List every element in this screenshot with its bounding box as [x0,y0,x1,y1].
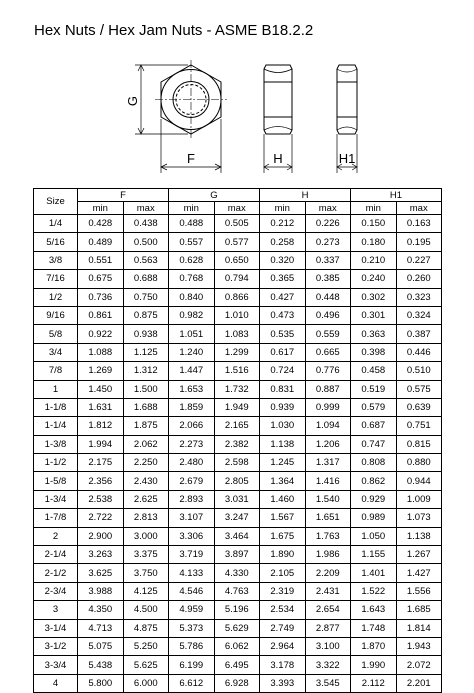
value-cell: 5.800 [78,674,124,692]
size-cell: 2 [34,527,78,545]
size-cell: 7/8 [34,362,78,380]
value-cell: 1.943 [396,637,442,655]
size-cell: 2-1/2 [34,564,78,582]
value-cell: 3.100 [305,637,351,655]
table-row [34,527,442,545]
table-row [34,546,442,564]
value-cell: 1.748 [351,619,397,637]
header-group-row [34,189,442,202]
value-cell: 0.887 [305,380,351,398]
value-cell: 0.489 [78,233,124,251]
value-cell: 1.155 [351,546,397,564]
value-cell: 1.138 [396,527,442,545]
table-row [34,398,442,416]
value-cell: 1.732 [214,380,260,398]
hex-nut-side-view [264,65,292,134]
value-cell: 3.306 [169,527,215,545]
value-cell: 5.786 [169,637,215,655]
value-cell: 0.324 [396,306,442,324]
value-cell: 0.273 [305,233,351,251]
group-header-h: H [260,189,351,202]
value-cell: 0.687 [351,417,397,435]
table-row [34,509,442,527]
value-cell: 2.066 [169,417,215,435]
value-cell: 1.010 [214,306,260,324]
value-cell: 1.206 [305,435,351,453]
value-cell: 0.210 [351,251,397,269]
value-cell: 2.112 [351,674,397,692]
value-cell: 0.519 [351,380,397,398]
size-cell: 1 [34,380,78,398]
value-cell: 0.387 [396,325,442,343]
value-cell: 2.813 [123,509,169,527]
table-row [34,362,442,380]
value-cell: 0.938 [123,325,169,343]
value-cell: 1.763 [305,527,351,545]
value-cell: 1.094 [305,417,351,435]
value-cell: 1.812 [78,417,124,435]
value-cell: 0.337 [305,251,351,269]
hex-nut-front-view [155,60,227,139]
value-cell: 0.982 [169,306,215,324]
table-row [34,380,442,398]
value-cell: 1.643 [351,601,397,619]
table-row [34,454,442,472]
value-cell: 2.534 [260,601,306,619]
value-cell: 1.427 [396,564,442,582]
value-cell: 0.929 [351,490,397,508]
value-cell: 0.488 [169,215,215,233]
value-cell: 0.258 [260,233,306,251]
size-cell: 1/4 [34,215,78,233]
size-cell: 2-1/4 [34,546,78,564]
value-cell: 0.575 [396,380,442,398]
table-row [34,435,442,453]
value-cell: 1.556 [396,582,442,600]
size-cell: 5/8 [34,325,78,343]
table-row [34,656,442,674]
value-cell: 0.323 [396,288,442,306]
value-cell: 5.629 [214,619,260,637]
value-cell: 0.320 [260,251,306,269]
size-cell: 3/8 [34,251,78,269]
size-cell: 5/16 [34,233,78,251]
value-cell: 0.226 [305,215,351,233]
header-sub-row [34,202,442,215]
label-g: G [125,95,140,107]
value-cell: 2.250 [123,454,169,472]
value-cell: 0.866 [214,288,260,306]
size-cell: 3-1/2 [34,637,78,655]
value-cell: 1.073 [396,509,442,527]
value-cell: 0.398 [351,343,397,361]
label-h1: H1 [338,151,356,166]
table-row [34,233,442,251]
label-f: F [187,151,195,166]
value-cell: 2.273 [169,435,215,453]
value-cell: 3.178 [260,656,306,674]
value-cell: 1.994 [78,435,124,453]
table-row [34,582,442,600]
value-cell: 2.201 [396,674,442,692]
size-cell: 9/16 [34,306,78,324]
value-cell: 0.505 [214,215,260,233]
value-cell: 2.431 [305,582,351,600]
value-cell: 3.750 [123,564,169,582]
value-cell: 1.401 [351,564,397,582]
h1-min-header: min [351,202,397,215]
value-cell: 0.428 [78,215,124,233]
page-title: Hex Nuts / Hex Jam Nuts - ASME B18.2.2 [34,22,314,39]
value-cell: 0.768 [169,270,215,288]
hex-nut-drawing [0,0,474,186]
value-cell: 1.875 [123,417,169,435]
table-row [34,601,442,619]
value-cell: 1.009 [396,490,442,508]
value-cell: 0.688 [123,270,169,288]
value-cell: 1.364 [260,472,306,490]
value-cell: 5.438 [78,656,124,674]
value-cell: 2.105 [260,564,306,582]
value-cell: 5.625 [123,656,169,674]
value-cell: 3.000 [123,527,169,545]
size-cell: 1-1/4 [34,417,78,435]
value-cell: 0.365 [260,270,306,288]
value-cell: 0.840 [169,288,215,306]
value-cell: 4.330 [214,564,260,582]
value-cell: 1.269 [78,362,124,380]
table-row [34,619,442,637]
value-cell: 3.393 [260,674,306,692]
value-cell: 1.312 [123,362,169,380]
value-cell: 0.875 [123,306,169,324]
value-cell: 0.922 [78,325,124,343]
value-cell: 2.679 [169,472,215,490]
value-cell: 0.815 [396,435,442,453]
size-cell: 4 [34,674,78,692]
value-cell: 4.763 [214,582,260,600]
value-cell: 2.062 [123,435,169,453]
value-cell: 2.319 [260,582,306,600]
value-cell: 0.458 [351,362,397,380]
value-cell: 6.062 [214,637,260,655]
value-cell: 1.870 [351,637,397,655]
g-max-header: max [214,202,260,215]
f-min-header: min [78,202,124,215]
value-cell: 2.072 [396,656,442,674]
table-row [34,472,442,490]
value-cell: 5.250 [123,637,169,655]
value-cell: 3.897 [214,546,260,564]
value-cell: 3.107 [169,509,215,527]
value-cell: 1.522 [351,582,397,600]
value-cell: 4.125 [123,582,169,600]
size-cell: 1-3/4 [34,490,78,508]
f-max-header: max [123,202,169,215]
value-cell: 0.724 [260,362,306,380]
table-row [34,490,442,508]
table-row [34,674,442,692]
value-cell: 1.567 [260,509,306,527]
value-cell: 3.322 [305,656,351,674]
value-cell: 1.651 [305,509,351,527]
value-cell: 0.989 [351,509,397,527]
size-cell: 1/2 [34,288,78,306]
value-cell: 1.416 [305,472,351,490]
value-cell: 2.964 [260,637,306,655]
value-cell: 2.654 [305,601,351,619]
value-cell: 1.688 [123,398,169,416]
h-min-header: min [260,202,306,215]
value-cell: 0.617 [260,343,306,361]
value-cell: 0.639 [396,398,442,416]
size-cell: 7/16 [34,270,78,288]
value-cell: 1.949 [214,398,260,416]
value-cell: 2.877 [305,619,351,637]
value-cell: 2.175 [78,454,124,472]
table-body [34,215,442,693]
value-cell: 2.480 [169,454,215,472]
value-cell: 1.500 [123,380,169,398]
group-header-h1: H1 [351,189,442,202]
size-cell: 3-1/4 [34,619,78,637]
value-cell: 2.805 [214,472,260,490]
value-cell: 2.893 [169,490,215,508]
value-cell: 3.375 [123,546,169,564]
value-cell: 0.150 [351,215,397,233]
value-cell: 1.030 [260,417,306,435]
value-cell: 4.875 [123,619,169,637]
value-cell: 0.939 [260,398,306,416]
value-cell: 0.448 [305,288,351,306]
value-cell: 1.138 [260,435,306,453]
value-cell: 4.500 [123,601,169,619]
value-cell: 2.430 [123,472,169,490]
value-cell: 3.263 [78,546,124,564]
group-header-g: G [169,189,260,202]
value-cell: 1.317 [305,454,351,472]
value-cell: 1.088 [78,343,124,361]
value-cell: 6.928 [214,674,260,692]
value-cell: 1.890 [260,546,306,564]
value-cell: 0.999 [305,398,351,416]
value-cell: 0.808 [351,454,397,472]
value-cell: 1.990 [351,656,397,674]
value-cell: 0.675 [78,270,124,288]
size-cell: 1-3/8 [34,435,78,453]
value-cell: 0.831 [260,380,306,398]
size-cell: 1-1/2 [34,454,78,472]
size-cell: 2-3/4 [34,582,78,600]
value-cell: 0.301 [351,306,397,324]
value-cell: 6.612 [169,674,215,692]
value-cell: 0.751 [396,417,442,435]
table-row [34,270,442,288]
table-header [34,189,442,215]
value-cell: 1.631 [78,398,124,416]
value-cell: 1.083 [214,325,260,343]
value-cell: 0.363 [351,325,397,343]
value-cell: 1.125 [123,343,169,361]
value-cell: 0.563 [123,251,169,269]
value-cell: 0.195 [396,233,442,251]
table-row [34,564,442,582]
value-cell: 2.598 [214,454,260,472]
value-cell: 1.240 [169,343,215,361]
value-cell: 0.427 [260,288,306,306]
value-cell: 0.438 [123,215,169,233]
value-cell: 3.625 [78,564,124,582]
value-cell: 3.988 [78,582,124,600]
value-cell: 0.747 [351,435,397,453]
value-cell: 1.859 [169,398,215,416]
table-row [34,288,442,306]
value-cell: 5.075 [78,637,124,655]
value-cell: 1.267 [396,546,442,564]
value-cell: 0.473 [260,306,306,324]
value-cell: 2.356 [78,472,124,490]
value-cell: 1.299 [214,343,260,361]
value-cell: 1.051 [169,325,215,343]
h1-max-header: max [396,202,442,215]
value-cell: 1.675 [260,527,306,545]
value-cell: 1.540 [305,490,351,508]
value-cell: 2.382 [214,435,260,453]
value-cell: 0.579 [351,398,397,416]
value-cell: 2.209 [305,564,351,582]
value-cell: 1.050 [351,527,397,545]
value-cell: 5.373 [169,619,215,637]
value-cell: 0.650 [214,251,260,269]
table-row [34,417,442,435]
value-cell: 0.944 [396,472,442,490]
hex-jam-nut-side-view [337,65,357,134]
value-cell: 1.460 [260,490,306,508]
value-cell: 2.900 [78,527,124,545]
size-cell: 1-1/8 [34,398,78,416]
value-cell: 0.750 [123,288,169,306]
size-cell: 1-7/8 [34,509,78,527]
value-cell: 1.447 [169,362,215,380]
table-row [34,215,442,233]
value-cell: 0.557 [169,233,215,251]
value-cell: 3.545 [305,674,351,692]
value-cell: 1.986 [305,546,351,564]
value-cell: 0.577 [214,233,260,251]
size-cell: 3/4 [34,343,78,361]
table-row [34,306,442,324]
value-cell: 4.350 [78,601,124,619]
group-header-f: F [78,189,169,202]
value-cell: 0.500 [123,233,169,251]
value-cell: 2.625 [123,490,169,508]
value-cell: 3.464 [214,527,260,545]
size-header: Size [34,189,78,215]
value-cell: 2.749 [260,619,306,637]
value-cell: 0.559 [305,325,351,343]
value-cell: 0.163 [396,215,442,233]
size-cell: 3 [34,601,78,619]
value-cell: 0.880 [396,454,442,472]
value-cell: 2.538 [78,490,124,508]
value-cell: 0.240 [351,270,397,288]
value-cell: 0.535 [260,325,306,343]
value-cell: 0.628 [169,251,215,269]
g-min-header: min [169,202,215,215]
value-cell: 1.653 [169,380,215,398]
dimensions-table [33,188,442,693]
h-max-header: max [305,202,351,215]
value-cell: 0.510 [396,362,442,380]
value-cell: 0.665 [305,343,351,361]
value-cell: 3.719 [169,546,215,564]
value-cell: 0.260 [396,270,442,288]
value-cell: 0.496 [305,306,351,324]
value-cell: 1.516 [214,362,260,380]
value-cell: 0.794 [214,270,260,288]
value-cell: 0.776 [305,362,351,380]
value-cell: 4.133 [169,564,215,582]
value-cell: 5.196 [214,601,260,619]
value-cell: 4.546 [169,582,215,600]
value-cell: 0.736 [78,288,124,306]
table-row [34,343,442,361]
value-cell: 3.031 [214,490,260,508]
value-cell: 1.450 [78,380,124,398]
size-cell: 3-3/4 [34,656,78,674]
label-h: H [273,151,283,166]
value-cell: 3.247 [214,509,260,527]
value-cell: 1.245 [260,454,306,472]
value-cell: 0.551 [78,251,124,269]
table-row [34,251,442,269]
value-cell: 1.814 [396,619,442,637]
value-cell: 2.165 [214,417,260,435]
value-cell: 0.227 [396,251,442,269]
value-cell: 0.385 [305,270,351,288]
value-cell: 0.180 [351,233,397,251]
value-cell: 0.212 [260,215,306,233]
value-cell: 6.199 [169,656,215,674]
value-cell: 6.495 [214,656,260,674]
table-row [34,637,442,655]
value-cell: 1.685 [396,601,442,619]
value-cell: 0.302 [351,288,397,306]
value-cell: 0.861 [78,306,124,324]
value-cell: 4.959 [169,601,215,619]
size-cell: 1-5/8 [34,472,78,490]
table-row [34,325,442,343]
value-cell: 0.446 [396,343,442,361]
value-cell: 0.862 [351,472,397,490]
value-cell: 2.722 [78,509,124,527]
value-cell: 6.000 [123,674,169,692]
value-cell: 4.713 [78,619,124,637]
